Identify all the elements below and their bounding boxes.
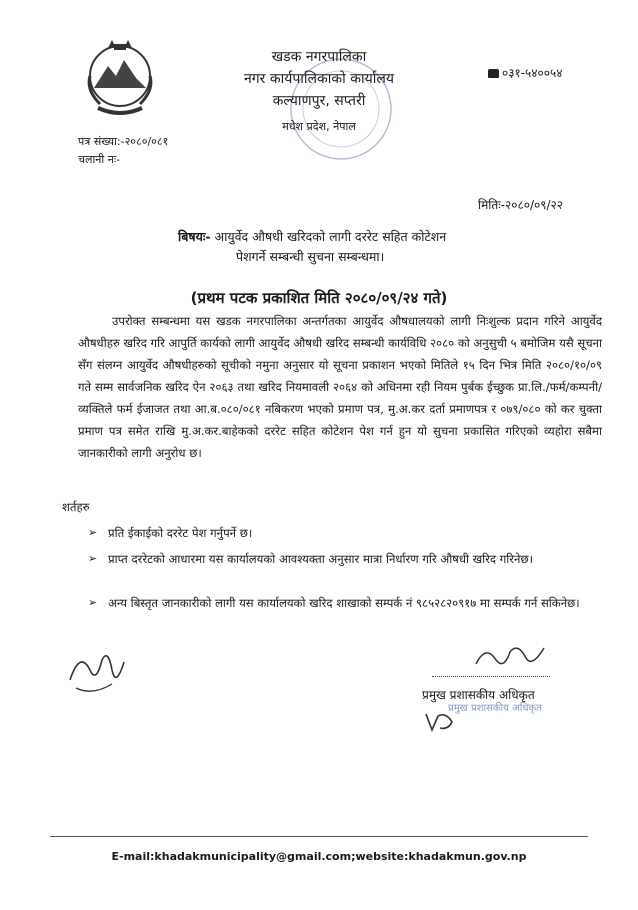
condition-item <box>88 548 588 570</box>
condition-item <box>88 522 588 544</box>
footer-contact: E-mail:khadakmunicipality@gmail.com;website:khadakmun.gov.np <box>111 850 527 863</box>
office-subtitle: नगर कार्यपालिकाको कार्यालय <box>244 71 394 87</box>
footer-divider <box>50 836 588 837</box>
office-name: खडक नगरपालिका <box>271 49 367 65</box>
condition-text: प्राप्त दररेटको आधारमा यस कार्यालयको आवश्यक्ता अनुसार मात्रा निर्धारण गरि औषधी खरिद गरिनेछ। <box>108 552 533 566</box>
arrow-bullet-icon: ➢ <box>88 596 98 609</box>
subject-label: बिषयः- <box>178 229 211 244</box>
subject-text: आयुर्वेद औषधी खरिदको लागी दररेट सहित कोटेशन <box>214 229 447 244</box>
office-province: मधेश प्रदेश, नेपाल <box>282 120 356 133</box>
phone-icon <box>488 69 499 78</box>
condition-text: अन्य बिस्तृत जानकारीको लागी यस कार्यालयको खरिद शाखाको सम्पर्क नं ९८५२८२०९१७ मा सम्पर्क गर्न सकिनेछ। <box>108 596 580 610</box>
notice-body: उपरोक्त सम्बन्धमा यस खडक नगरपालिका अन्तर्गतका आयुर्वेद औषधालयको लागी निःशुल्क प्रदान गरिने आयुर्वेद औषधीहरु खरिद गरि आपुर्ति कार्यको लागी आयुर्वेद औषधी खरिद सम्बन्धी कार्यविधि २०८० को अनुसुची ५ बमोजिम यसै सूचना सँग संलग्न आयुर्वेद औषधीहरुको सूचीको नमुना अनुसार यो सूचना प्रकाशन भएको मितिले १५ दिन भित्र मिति २०८०/१०/०९ गते सम्म सार्वजनिक खरिद ऐन २०६३ तथा खरिद नियमावली २०६४ को अधिनमा रही नियम पुर्बक ईच्छुक प्रा.लि./फर्म/कम्पनी/व्यक्तिले फर्म ईजाजत तथा आ.ब.०८०/०८१ नबिकरण भएको प्रमाण पत्र, मु.अ.कर दर्ता प्रमाणपत्र र ०७९/०८० को कर चुक्ता प्रमाण पत्र समेत राखि मु.अ.कर.बाहेकको दररेट सहित कोटेशन पेश गर्न हुन यो सुचना प्रकासित गरिएको व्यहोरा सबैमा जानकारीको लागी अनुरोध छ। <box>78 314 602 460</box>
designation-stamp: प्रमुख प्रशासकीय अधिकृत <box>448 703 542 714</box>
handwritten-initial <box>422 708 458 736</box>
subject-line <box>178 226 558 248</box>
arrow-bullet-icon: ➢ <box>88 552 98 565</box>
dispatch-number: चलानी नः- <box>78 153 121 166</box>
handwritten-signature-right <box>470 638 550 674</box>
office-location: कल्याणपुर, सप्तरी <box>272 93 366 109</box>
signatory-designation: प्रमुख प्रशासकीय अधिकृत <box>422 688 535 702</box>
signature-line <box>432 676 550 677</box>
condition-item <box>88 592 588 614</box>
handwritten-signature-left <box>62 640 132 700</box>
conditions-title: शर्तहरु <box>62 500 90 514</box>
condition-text: प्रति ईकाईको दररेट पेश गर्नुपर्ने छ। <box>108 526 253 540</box>
reference-number: पत्र संख्या:-२०८०/०८१ <box>78 135 169 148</box>
letter-date: मितिः-२०८०/०९/२२ <box>478 198 563 212</box>
arrow-bullet-icon: ➢ <box>88 526 98 539</box>
subject-line-2: पेशगर्ने सम्बन्धी सुचना सम्बन्धमा। <box>236 249 385 264</box>
phone-number <box>488 64 563 81</box>
publication-notice: (प्रथम पटक प्रकाशित मिति २०८०/०९/२४ गते) <box>190 289 448 307</box>
phone-text: ०३१-५४००५४ <box>502 66 563 80</box>
